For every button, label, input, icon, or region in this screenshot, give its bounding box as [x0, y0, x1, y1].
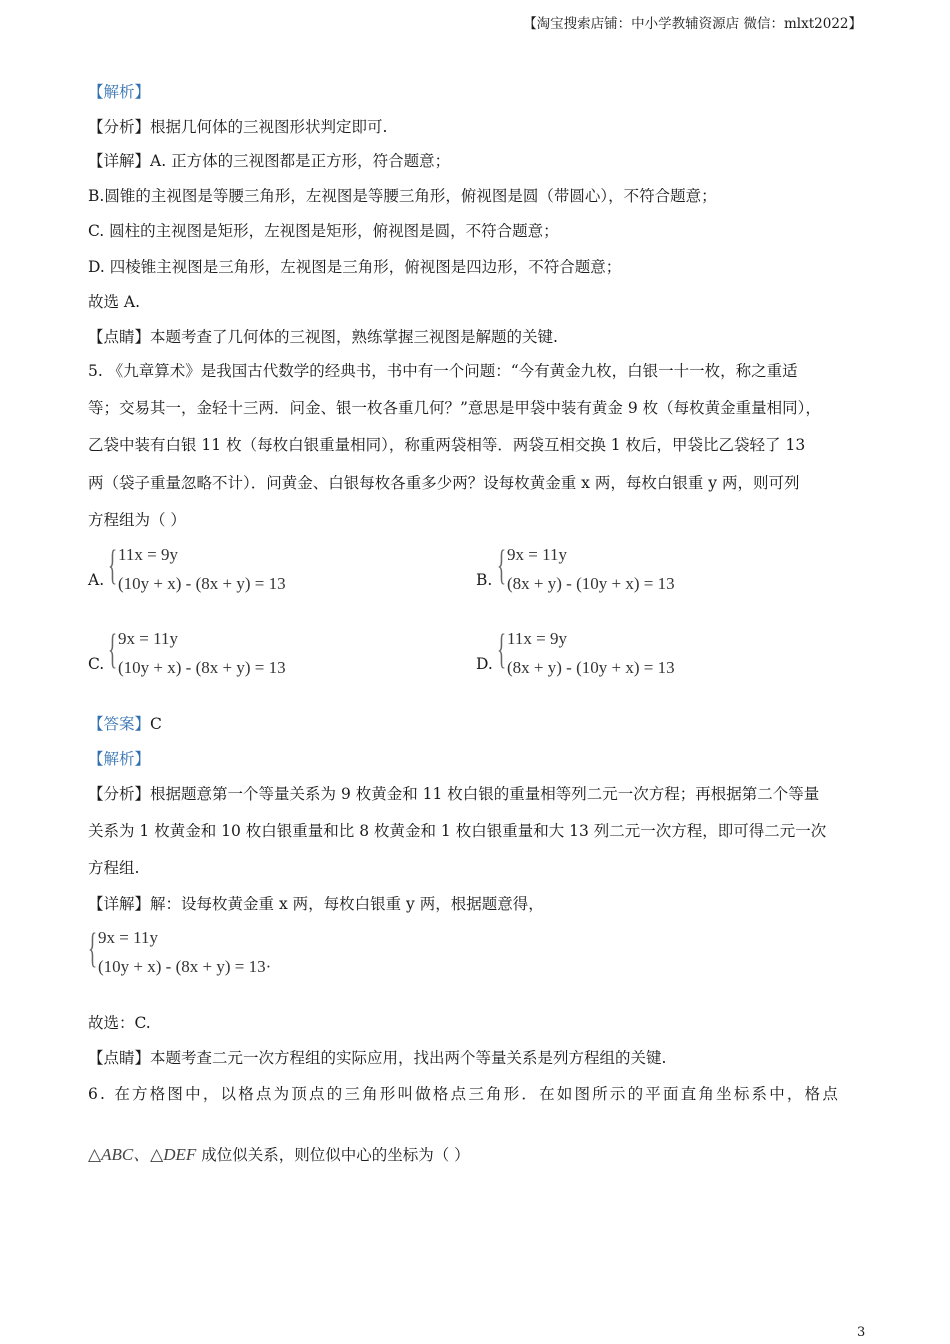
- solution-eq1: 9x = 11y: [98, 928, 158, 947]
- q5-answer: [88, 714, 162, 734]
- q5-xiangjie: [88, 894, 544, 914]
- option-eq2: (8x + y) - (10y + x) = 13: [507, 658, 675, 677]
- brace-icon: {: [497, 543, 507, 589]
- q5-choice: 故选：C.: [88, 1014, 151, 1032]
- q5-xiangjie-text: 解：设每枚黄金重 x 两，每枚白银重 y 两，根据题意得，: [150, 895, 544, 913]
- page-number: 3: [857, 1325, 866, 1340]
- option-eq2: (8x + y) - (10y + x) = 13: [507, 574, 675, 593]
- option-label: A.: [88, 571, 105, 589]
- q5-answer-value: C: [150, 715, 162, 733]
- q4-dianjing-text: 本题考查了几何体的三视图，熟练掌握三视图是解题的关键.: [150, 328, 558, 346]
- q4-line-b: B.圆锥的主视图是等腰三角形，左视图是等腰三角形，俯视图是圆（带圆心），不符合题意；: [88, 187, 717, 205]
- tag-answer: 【答案】: [88, 715, 151, 733]
- option-label: D.: [476, 655, 493, 673]
- q5-stem-line3: 乙袋中装有白银 11 枚（每枚白银重量相同），称重两袋相等．两袋互相交换 1 枚后，甲袋比乙袋轻了 13: [88, 436, 806, 454]
- brace-icon: {: [108, 543, 118, 589]
- q4-fenxi: [88, 117, 387, 137]
- brace-icon: {: [88, 926, 98, 972]
- page-header: 【淘宝搜索店铺：中小学教辅资源店 微信：mlxt2022】: [523, 16, 862, 32]
- tag-dianjing: 【点睛】: [88, 328, 151, 346]
- q4-dianjing: [88, 327, 558, 347]
- q4-xiangjie-text: A. 正方体的三视图都是正方形，符合题意；: [150, 152, 451, 170]
- q5-dianjing-text: 本题考查二元一次方程组的实际应用，找出两个等量关系是列方程组的关键.: [150, 1049, 667, 1067]
- q4-choice: 故选 A.: [88, 293, 141, 311]
- q5-dianjing: [88, 1048, 666, 1068]
- option-eq2: (10y + x) - (8x + y) = 13: [118, 658, 286, 677]
- tag-xiangjie: 【详解】: [88, 895, 151, 913]
- option-eq1: 11x = 9y: [507, 629, 567, 648]
- option-label: B.: [476, 571, 493, 589]
- q6-stem-line2: [88, 1145, 470, 1165]
- q4-fenxi-text: 根据几何体的三视图形状判定即可.: [150, 118, 388, 136]
- q5-analysis-heading: 【解析】: [88, 750, 151, 768]
- q5-fenxi-line3: 方程组.: [88, 859, 140, 877]
- q5-fenxi-line2: 关系为 1 枚黄金和 10 枚白银重量和比 8 枚黄金和 1 枚白银重量和大 13 列二元一次方程，即可得二元一次: [88, 822, 827, 840]
- option-eq1: 9x = 11y: [507, 545, 567, 564]
- option-eq1: 11x = 9y: [118, 545, 178, 564]
- tag-xiangjie: 【详解】: [88, 152, 151, 170]
- option-label: C.: [88, 655, 105, 673]
- q5-stem-line4: 两（袋子重量忽略不计）．问黄金、白银每枚各重多少两？设每枚黄金重 x 两，每枚白银重 y 两，则可列: [88, 474, 800, 492]
- brace-icon: {: [497, 627, 507, 673]
- q4-line-d: D. 四棱锥主视图是三角形，左视图是三角形，俯视图是四边形，不符合题意；: [88, 258, 622, 276]
- brace-icon: {: [108, 627, 118, 673]
- q6-triangles: △ABC、△DEF: [88, 1145, 197, 1164]
- tag-fenxi: 【分析】: [88, 785, 151, 803]
- solution-eq2: (10y + x) - (8x + y) = 13·: [98, 957, 272, 976]
- tag-dianjing: 【点睛】: [88, 1049, 151, 1067]
- q6-stem-rest: 成位似关系，则位似中心的坐标为（ ）: [201, 1146, 470, 1164]
- q6-stem-line1: 6. 在方格图中，以格点为顶点的三角形叫做格点三角形．在如图所示的平面直角坐标系中，格点: [88, 1085, 841, 1103]
- q5-stem-line1: 5. 《九章算术》是我国古代数学的经典书，书中有一个问题：“今有黄金九枚，白银一十一枚，称之重适: [88, 362, 798, 380]
- q5-stem-line2: 等；交易其一，金轻十三两．问金、银一枚各重几何？”意思是甲袋中装有黄金 9 枚（每枚黄金重量相同），: [88, 399, 821, 417]
- q5-fenxi-text: 根据题意第一个等量关系为 9 枚黄金和 11 枚白银的重量相等列二元一次方程；再根据第二个等量: [150, 785, 820, 803]
- q4-line-c: C. 圆柱的主视图是矩形，左视图是矩形，俯视图是圆，不符合题意；: [88, 222, 559, 240]
- option-eq2: (10y + x) - (8x + y) = 13: [118, 574, 286, 593]
- q5-stem-line5: 方程组为（ ）: [88, 511, 186, 529]
- option-eq1: 9x = 11y: [118, 629, 178, 648]
- q4-xiangjie: [88, 151, 450, 171]
- q5-fenxi-line1: [88, 784, 819, 804]
- q4-analysis-heading: 【解析】: [88, 83, 151, 101]
- tag-fenxi: 【分析】: [88, 118, 151, 136]
